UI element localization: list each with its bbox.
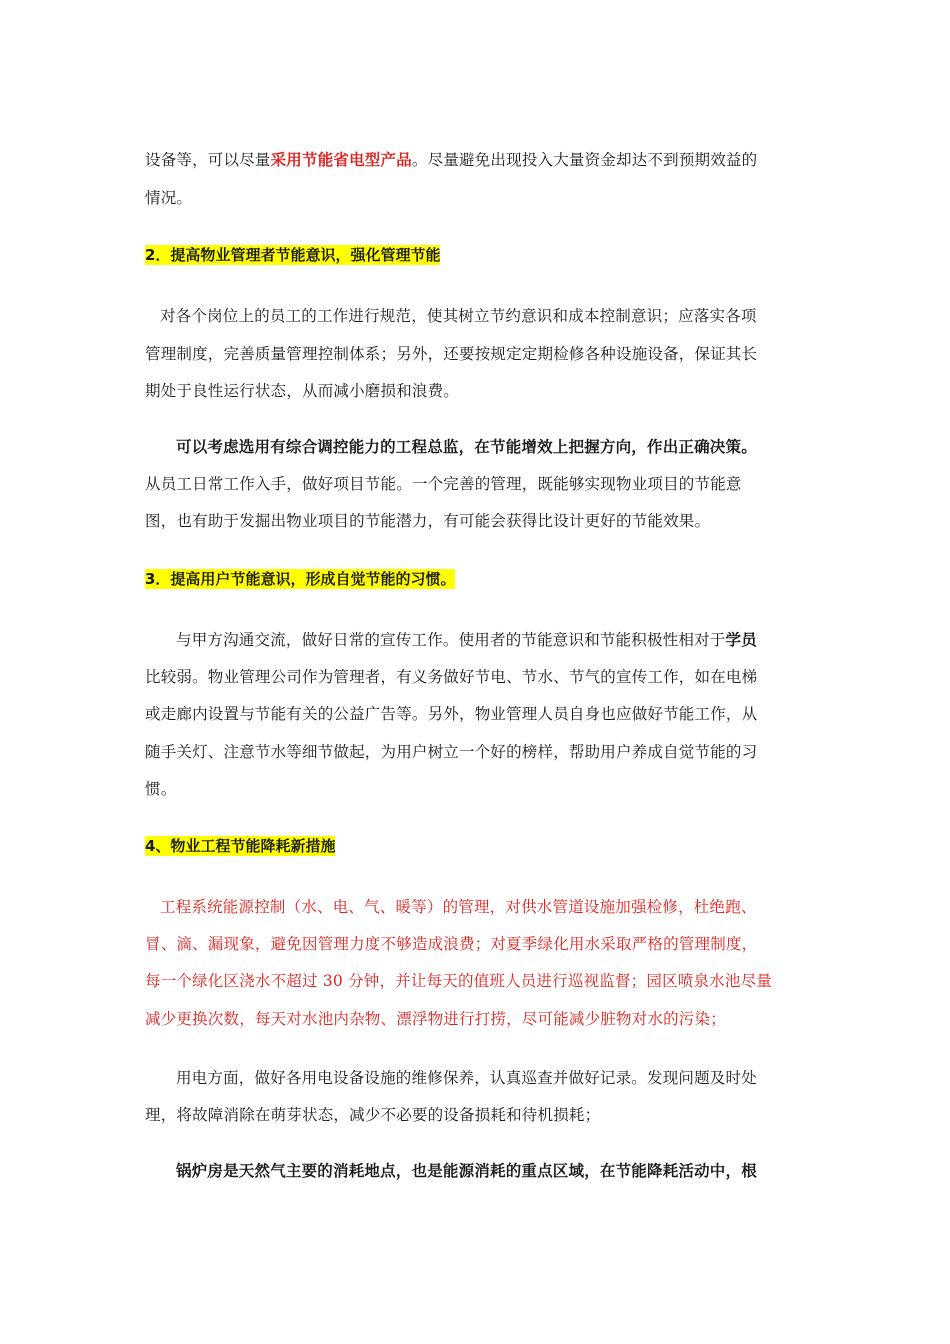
text-run: 与甲方沟通交流，做好日常的宣传工作。使用者的节能意识和节能积极性相对于 — [176, 631, 726, 649]
para-3-line-2: 从员工日常工作入手，做好项目节能。一个完善的管理，既能够实现物业项目的节能意 — [145, 475, 742, 493]
para-4-line-4: 随手关灯、注意节水等细节做起，为用户树立一个好的榜样，帮助用户养成自觉节能的习 — [145, 743, 758, 761]
para-5-line-2: 冒、滴、漏现象，避免因管理力度不够造成浪费；对夏季绿化用水采取严格的管理制度， — [145, 935, 758, 953]
para-5-line-4: 减少更换次数，每天对水池内杂物、漂浮物进行打捞，尽可能减少脏物对水的污染； — [145, 1010, 726, 1028]
para-5-line-3: 每一个绿化区浇水不超过 30 分钟，并让每天的值班人员进行巡视监督；园区喷泉水池尽量 — [145, 972, 772, 990]
section-heading-3: 3．提高用户节能意识，形成自觉节能的习惯。 — [145, 570, 456, 588]
para-4-line-5: 惯。 — [145, 780, 177, 798]
para-5-line-1: 工程系统能源控制（水、电、气、暖等）的管理，对供水管道设施加强检修，杜绝跑、 — [160, 898, 757, 916]
para-1-line-1 — [145, 150, 757, 170]
para-4-line-2: 比较弱。物业管理公司作为管理者，有义务做好节电、节水、节气的宣传工作，如在电梯 — [145, 668, 758, 686]
para-6-line-2: 理，将故障消除在萌芽状态，减少不必要的设备损耗和待机损耗； — [145, 1106, 601, 1124]
para-3-line-1: 可以考虑选用有综合调控能力的工程总监，在节能增效上把握方向，作出正确决策。 — [176, 437, 757, 456]
para-2-line-2: 管理制度，完善质量管理控制体系；另外，还要按规定定期检修各种设施设备，保证其长 — [145, 345, 758, 363]
para-4-line-3: 或走廊内设置与节能有关的公益广告等。另外，物业管理人员自身也应做好节能工作，从 — [145, 705, 758, 723]
para-6-line-1: 用电方面，做好各用电设备设施的维修保养，认真巡查并做好记录。发现问题及时处 — [176, 1069, 757, 1087]
para-7-line-1: 锅炉房是天然气主要的消耗地点，也是能源消耗的重点区域，在节能降耗活动中，根 — [176, 1161, 757, 1180]
text-run: 。尽量避免出现投入大量资金却达不到预期效益的 — [411, 151, 758, 169]
para-2-line-3: 期处于良性运行状态，从而减小磨损和浪费。 — [145, 382, 460, 400]
text-run: 设备等，可以尽量 — [145, 151, 271, 169]
para-4-line-1 — [176, 630, 757, 650]
bold-run: 学员 — [725, 630, 757, 649]
section-heading-4: 4、物业工程节能降耗新措施 — [145, 837, 336, 855]
para-2-line-1: 对各个岗位上的员工的工作进行规范，使其树立节约意识和成本控制意识；应落实各项 — [160, 307, 757, 325]
section-heading-2: 2．提高物业管理者节能意识，强化管理节能 — [145, 246, 441, 264]
para-3-line-3: 图，也有助于发掘出物业项目的节能潜力，有可能会获得比设计更好的节能效果。 — [145, 512, 711, 530]
para-1-line-2: 情况。 — [145, 189, 193, 207]
red-bold-run: 采用节能省电型产品 — [270, 150, 412, 169]
